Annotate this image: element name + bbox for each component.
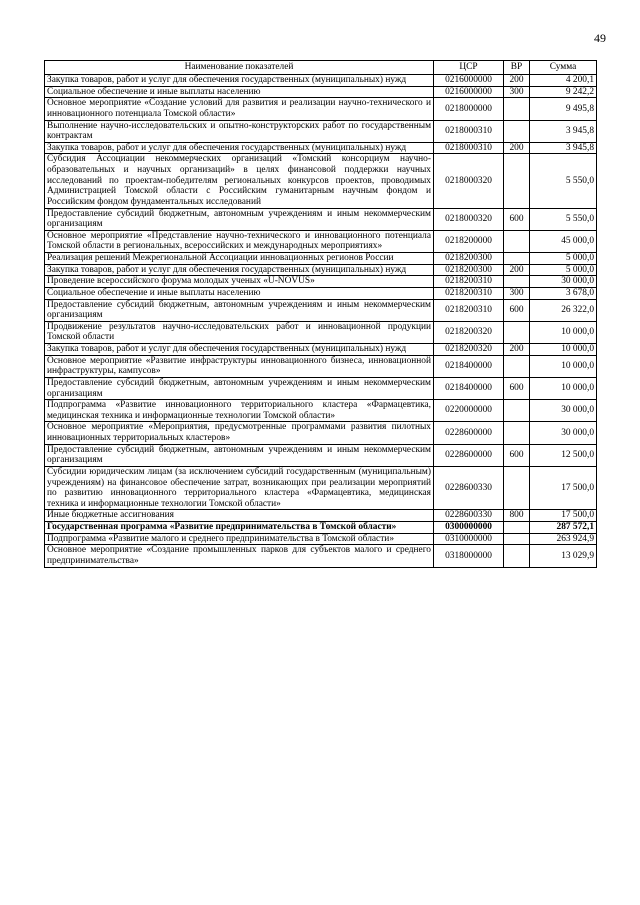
row-sum: 9 495,8 [530,98,597,120]
table-row [45,276,597,288]
row-vr [504,154,530,208]
row-csr: 0218200000 [434,230,504,252]
row-name: Подпрограмма «Развитие малого и среднего предпринимательства в Томской области» [45,533,434,545]
table-header-row [45,61,597,75]
row-csr: 0228600000 [434,422,504,444]
table-row [45,321,597,343]
row-vr [504,400,530,422]
table-row [45,522,597,534]
table-row [45,533,597,545]
row-vr: 300 [504,86,530,98]
row-sum: 45 000,0 [530,230,597,252]
row-csr: 0216000000 [434,86,504,98]
row-name: Предоставление субсидий бюджетным, автономным учреждениям и иным некоммерческим организациям [45,208,434,230]
row-vr [504,230,530,252]
table-row [45,208,597,230]
row-csr: 0228600000 [434,444,504,466]
table-row [45,287,597,299]
row-name: Подпрограмма «Развитие инновационного территориального кластера «Фармацевтика, медицинская техника и информационные технологии Томской области» [45,400,434,422]
row-sum: 5 550,0 [530,208,597,230]
row-sum: 9 242,2 [530,86,597,98]
row-csr: 0228600330 [434,510,504,522]
table-row [45,230,597,252]
row-name: Закупка товаров, работ и услуг для обеспечения государственных (муниципальных) нужд [45,142,434,154]
row-name: Основное мероприятие «Представление научно-технического и инновационного потенциала Томской области в региональных, всероссийских и международных мероприятиях» [45,230,434,252]
table-row [45,154,597,208]
row-sum: 17 500,0 [530,510,597,522]
header-sum: Сумма [530,61,597,75]
row-vr [504,422,530,444]
row-vr: 600 [504,377,530,399]
row-sum: 13 029,9 [530,545,597,567]
row-vr [504,253,530,265]
row-name: Предоставление субсидий бюджетным, автономным учреждениям и иным некоммерческим организациям [45,377,434,399]
row-csr: 0218000310 [434,142,504,154]
row-csr: 0218200310 [434,299,504,321]
row-csr: 0218400000 [434,355,504,377]
row-sum: 4 200,1 [530,75,597,87]
row-vr [504,545,530,567]
row-name: Основное мероприятие «Создание условий для развития и реализации научно-технического и инновационного потенциала Томской области» [45,98,434,120]
table-row [45,400,597,422]
row-sum: 5 000,0 [530,253,597,265]
row-vr [504,522,530,534]
row-sum: 3 678,0 [530,287,597,299]
row-vr: 600 [504,299,530,321]
table-row [45,75,597,87]
table-row [45,510,597,522]
row-sum: 10 000,0 [530,355,597,377]
row-vr [504,533,530,545]
row-name: Предоставление субсидий бюджетным, автономным учреждениям и иным некоммерческим организациям [45,444,434,466]
table-row [45,299,597,321]
row-vr [504,321,530,343]
row-csr: 0218400000 [434,377,504,399]
row-name: Закупка товаров, работ и услуг для обеспечения государственных (муниципальных) нужд [45,344,434,356]
table-row [45,142,597,154]
row-vr [504,276,530,288]
table-row [45,466,597,510]
row-csr: 0218200300 [434,264,504,276]
row-name: Социальное обеспечение и иные выплаты населению [45,86,434,98]
table-row [45,253,597,265]
row-vr: 200 [504,75,530,87]
row-csr: 0310000000 [434,533,504,545]
header-csr: ЦСР [434,61,504,75]
row-csr: 0220000000 [434,400,504,422]
row-csr: 0300000000 [434,522,504,534]
row-sum: 3 945,8 [530,142,597,154]
row-sum: 30 000,0 [530,400,597,422]
row-vr: 200 [504,264,530,276]
row-vr [504,466,530,510]
row-vr: 200 [504,344,530,356]
row-name: Субсидия Ассоциации некоммерческих организаций «Томский консорциум научно-образовательных и научных организаций» в целях финансовой поддержки научных исследований по проектам-победителям региональных конкурсов проектов, проводимых Администрацией Томской области с Российским гуманитарным научным фондом и Российским фондом фундаментальных исследований [45,154,434,208]
table-row [45,120,597,142]
row-sum: 17 500,0 [530,466,597,510]
row-sum: 12 500,0 [530,444,597,466]
table-row [45,86,597,98]
table-body [45,75,597,568]
row-name: Закупка товаров, работ и услуг для обеспечения государственных (муниципальных) нужд [45,75,434,87]
row-csr: 0218200320 [434,321,504,343]
page-number: 49 [594,31,606,45]
table-row [45,422,597,444]
table-row [45,98,597,120]
row-vr: 300 [504,287,530,299]
row-name: Закупка товаров, работ и услуг для обеспечения государственных (муниципальных) нужд [45,264,434,276]
row-name: Основное мероприятие «Мероприятия, предусмотренные программами развития пилотных инновационных территориальных кластеров» [45,422,434,444]
row-csr: 0318000000 [434,545,504,567]
row-sum: 5 550,0 [530,154,597,208]
row-vr: 800 [504,510,530,522]
row-csr: 0218000320 [434,208,504,230]
row-name: Субсидии юридическим лицам (за исключением субсидий государственным (муниципальным) учреждениям) на финансовое обеспечение затрат, возникающих при реализации мероприятий по развитию инновационного территориального кластера «Фармацевтика, медицинская техника и информационные технологии Томской области» [45,466,434,510]
row-csr: 0218000310 [434,120,504,142]
row-csr: 0218200300 [434,253,504,265]
table-row [45,545,597,567]
table-row [45,264,597,276]
row-sum: 3 945,8 [530,120,597,142]
row-csr: 0218200310 [434,276,504,288]
row-vr: 200 [504,142,530,154]
table-row [45,355,597,377]
table-row [45,444,597,466]
header-name: Наименование показателей [45,61,434,75]
row-csr: 0216000000 [434,75,504,87]
header-vr: ВР [504,61,530,75]
row-sum: 26 322,0 [530,299,597,321]
row-sum: 10 000,0 [530,344,597,356]
row-sum: 10 000,0 [530,321,597,343]
table-row [45,344,597,356]
row-name: Основное мероприятие «Развитие инфраструктуры инновационного бизнеса, инновационной инфраструктуры, кампусов» [45,355,434,377]
row-name: Предоставление субсидий бюджетным, автономным учреждениям и иным некоммерческим организациям [45,299,434,321]
row-name: Проведение всероссийского форума молодых ученых «U-NOVUS» [45,276,434,288]
row-name: Иные бюджетные ассигнования [45,510,434,522]
row-name: Выполнение научно-исследовательских и опытно-конструкторских работ по государственным контрактам [45,120,434,142]
row-csr: 0218200320 [434,344,504,356]
row-csr: 0218000320 [434,154,504,208]
row-vr [504,98,530,120]
row-name: Государственная программа «Развитие предпринимательства в Томской области» [45,522,434,534]
row-name: Основное мероприятие «Создание промышленных парков для субъектов малого и среднего предпринимательства» [45,545,434,567]
row-sum: 5 000,0 [530,264,597,276]
row-vr: 600 [504,208,530,230]
row-sum: 287 572,1 [530,522,597,534]
row-sum: 30 000,0 [530,276,597,288]
row-vr [504,355,530,377]
row-name: Реализация решений Межрегиональной Ассоциации инновационных регионов России [45,253,434,265]
row-name: Продвижение результатов научно-исследовательских работ и инновационной продукции Томской области [45,321,434,343]
row-csr: 0228600330 [434,466,504,510]
budget-table [44,60,597,568]
row-name: Социальное обеспечение и иные выплаты населению [45,287,434,299]
row-vr [504,120,530,142]
row-vr: 600 [504,444,530,466]
row-csr: 0218000000 [434,98,504,120]
row-sum: 10 000,0 [530,377,597,399]
row-sum: 30 000,0 [530,422,597,444]
row-csr: 0218200310 [434,287,504,299]
row-sum: 263 924,9 [530,533,597,545]
table-row [45,377,597,399]
